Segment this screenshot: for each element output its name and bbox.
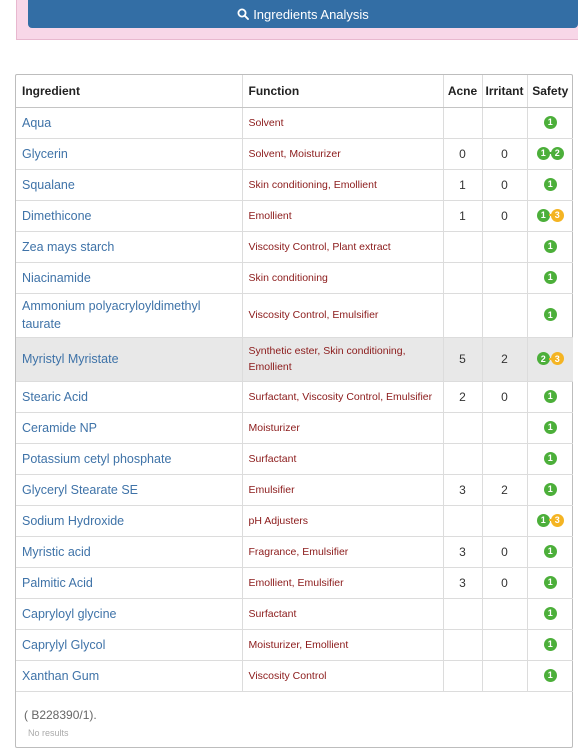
table-row [16,138,573,169]
header-acne: Acne [443,75,482,107]
ingredient-function: Skin conditioning [242,262,443,293]
ingredient-name[interactable]: Ammonium polyacryloyldimethyl taurate [16,293,242,337]
safety-badge: 1 [544,421,557,434]
irritant-score: 0 [482,169,527,200]
table-row [16,293,573,337]
ingredient-name[interactable]: Dimethicone [16,200,242,231]
ingredient-name[interactable]: Glycerin [16,138,242,169]
header-function: Function [242,75,443,107]
safety-badge: 1 [544,240,557,253]
irritant-score: 2 [482,474,527,505]
ingredient-function: Viscosity Control [242,660,443,691]
ingredient-function: Surfactant, Viscosity Control, Emulsifier [242,381,443,412]
table-row [16,337,573,381]
acne-score [443,443,482,474]
acne-score: 1 [443,200,482,231]
safety-badge: 1 [537,514,550,527]
irritant-score: 0 [482,200,527,231]
irritant-score [482,629,527,660]
ingredients-table-container [15,74,573,748]
no-results-text: No results [28,728,69,738]
ingredients-analysis-label: Ingredients Analysis [253,6,369,22]
ingredient-name[interactable]: Stearic Acid [16,381,242,412]
irritant-score: 0 [482,567,527,598]
safety-rating [527,629,573,660]
table-row [16,629,573,660]
safety-rating [527,107,573,138]
safety-badge: 1 [544,483,557,496]
safety-rating [527,293,573,337]
acne-score: 3 [443,536,482,567]
safety-rating [527,660,573,691]
acne-score: 1 [443,169,482,200]
table-row [16,660,573,691]
safety-badge: 1 [544,116,557,129]
irritant-score [482,231,527,262]
safety-badge: 3 [551,514,564,527]
table-row [16,443,573,474]
table-row [16,169,573,200]
irritant-score: 0 [482,138,527,169]
safety-rating [527,474,573,505]
acne-score [443,107,482,138]
ingredient-name[interactable]: Niacinamide [16,262,242,293]
ingredient-name[interactable]: Squalane [16,169,242,200]
safety-rating [527,443,573,474]
irritant-score [482,107,527,138]
table-header-row [16,75,573,107]
acne-score [443,505,482,536]
ingredient-function: Viscosity Control, Plant extract [242,231,443,262]
safety-rating [527,412,573,443]
safety-badge: 3 [551,209,564,222]
ingredient-function: Solvent [242,107,443,138]
ingredient-function: Surfactant [242,443,443,474]
search-icon [237,8,253,20]
irritant-score: 0 [482,381,527,412]
safety-rating [527,381,573,412]
acne-score [443,293,482,337]
ingredient-name[interactable]: Capryloyl glycine [16,598,242,629]
safety-rating [527,598,573,629]
safety-badge: 1 [544,390,557,403]
table-row [16,536,573,567]
reference-code: ( B228390/1). [24,708,97,722]
ingredient-name[interactable]: Aqua [16,107,242,138]
ingredient-name[interactable]: Glyceryl Stearate SE [16,474,242,505]
safety-badge: 1 [544,576,557,589]
ingredient-function: Emollient [242,200,443,231]
safety-badge: 1 [544,638,557,651]
safety-badge: 1 [544,308,557,321]
acne-score: 2 [443,381,482,412]
table-row [16,412,573,443]
ingredient-name[interactable]: Palmitic Acid [16,567,242,598]
safety-badge: 1 [544,178,557,191]
safety-rating [527,200,573,231]
acne-score [443,262,482,293]
table-row [16,107,573,138]
ingredient-name[interactable]: Xanthan Gum [16,660,242,691]
safety-badge: 1 [544,669,557,682]
irritant-score [482,598,527,629]
ingredient-name[interactable]: Ceramide NP [16,412,242,443]
acne-score [443,412,482,443]
ingredient-name[interactable]: Myristyl Myristate [16,337,242,381]
ingredient-function: pH Adjusters [242,505,443,536]
safety-badge: 1 [544,271,557,284]
safety-rating [527,337,573,381]
ingredient-function: Fragrance, Emulsifier [242,536,443,567]
safety-badge: 1 [537,147,550,160]
table-row [16,505,573,536]
ingredients-table [16,75,573,692]
ingredient-name[interactable]: Myristic acid [16,536,242,567]
ingredient-name[interactable]: Potassium cetyl phosphate [16,443,242,474]
acne-score: 5 [443,337,482,381]
safety-badge: 2 [537,352,550,365]
safety-badge: 1 [544,607,557,620]
ingredient-name[interactable]: Zea mays starch [16,231,242,262]
acne-score [443,629,482,660]
table-row [16,598,573,629]
safety-rating [527,567,573,598]
acne-score: 0 [443,138,482,169]
header-irritant: Irritant [482,75,527,107]
safety-badge: 1 [544,545,557,558]
safety-rating [527,505,573,536]
irritant-score [482,443,527,474]
acne-score: 3 [443,474,482,505]
table-row [16,381,573,412]
irritant-score [482,660,527,691]
safety-rating [527,169,573,200]
irritant-score [482,293,527,337]
acne-score [443,660,482,691]
acne-score [443,598,482,629]
irritant-score [482,412,527,443]
ingredient-name[interactable]: Caprylyl Glycol [16,629,242,660]
acne-score [443,231,482,262]
irritant-score: 0 [482,536,527,567]
table-row [16,262,573,293]
ingredient-function: Viscosity Control, Emulsifier [242,293,443,337]
ingredient-function: Moisturizer [242,412,443,443]
ingredient-function: Synthetic ester, Skin conditioning, Emollient [242,337,443,381]
safety-rating [527,231,573,262]
irritant-score [482,505,527,536]
irritant-score [482,262,527,293]
table-row [16,474,573,505]
ingredient-function: Surfactant [242,598,443,629]
safety-rating [527,138,573,169]
ingredient-function: Moisturizer, Emollient [242,629,443,660]
ingredient-function: Skin conditioning, Emollient [242,169,443,200]
ingredient-function: Solvent, Moisturizer [242,138,443,169]
table-row [16,231,573,262]
acne-score: 3 [443,567,482,598]
ingredients-analysis-button[interactable] [28,0,578,28]
irritant-score: 2 [482,337,527,381]
ingredient-function: Emollient, Emulsifier [242,567,443,598]
safety-badge: 2 [551,147,564,160]
header-safety: Safety [527,75,573,107]
ingredient-name[interactable]: Sodium Hydroxide [16,505,242,536]
safety-badge: 1 [537,209,550,222]
table-row [16,200,573,231]
safety-badge: 3 [551,352,564,365]
ingredient-function: Emulsifier [242,474,443,505]
table-row [16,567,573,598]
safety-rating [527,536,573,567]
safety-badge: 1 [544,452,557,465]
header-ingredient: Ingredient [16,75,242,107]
safety-rating [527,262,573,293]
